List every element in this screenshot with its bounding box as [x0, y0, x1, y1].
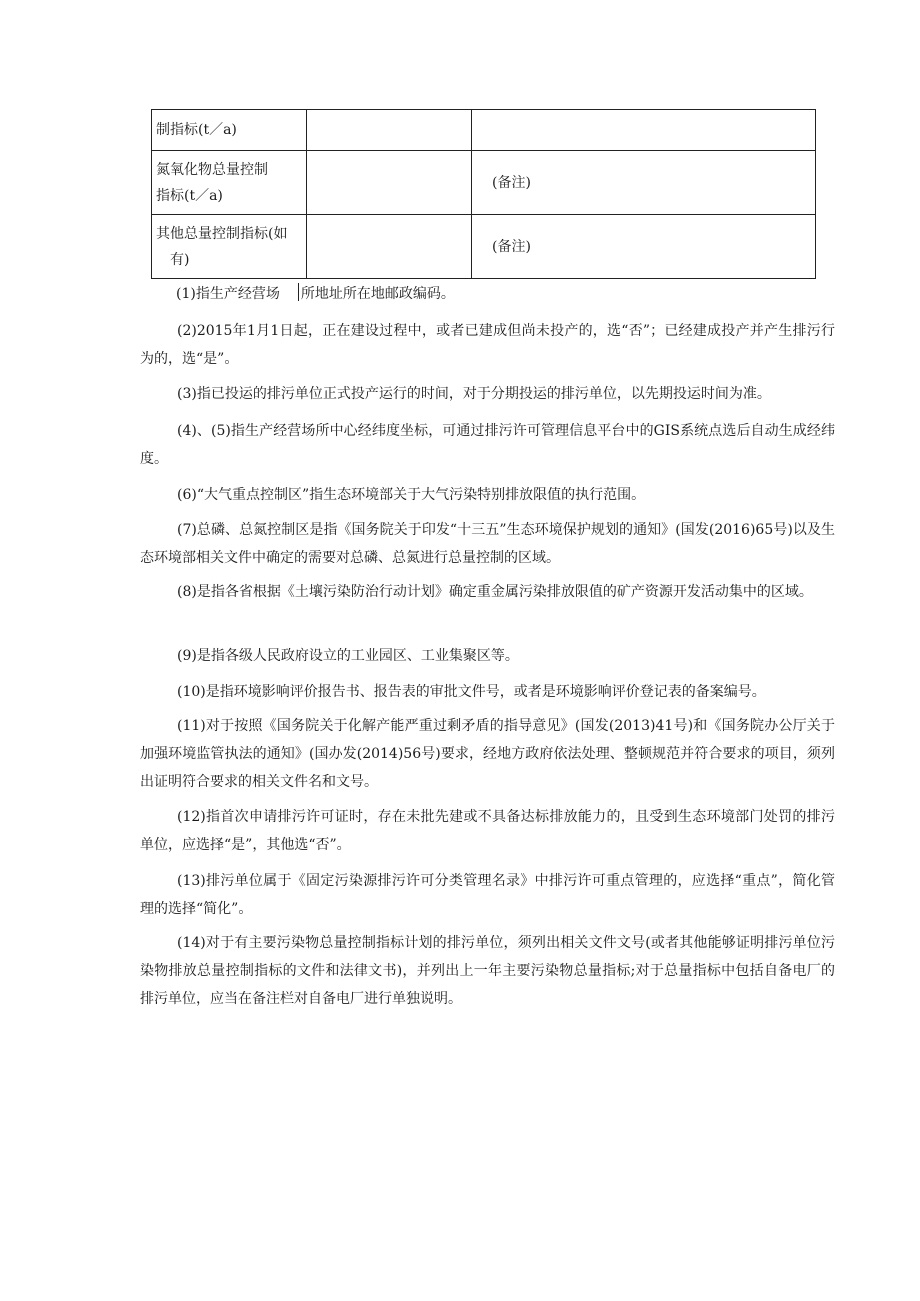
note-7-text: (7)总磷、总氮控制区是指《国务院关于印发“十三五”生态环境保护规划的通知》(国发(2016)65号)以及生态环境部相关文件中确定的需要对总磷、总氮进行总量控制的区域。: [140, 522, 835, 566]
note-4: [140, 417, 835, 473]
note-14: [140, 929, 835, 1013]
note-12: [140, 803, 835, 859]
note-11: [140, 712, 835, 796]
note-1: [176, 283, 455, 304]
table-row: [152, 110, 816, 151]
note-8-text: (8)是指各省根据《土壤污染防治行动计划》确定重金属污染排放限值的矿产资源开发活动集中的区域。: [177, 584, 813, 600]
note-10: [140, 678, 835, 706]
note-1-part1: (1)指生产经营场: [176, 286, 280, 302]
remark-cell[interactable]: [472, 110, 816, 151]
note-9-text: (9)是指各级人民政府设立的工业园区、工业集聚区等。: [177, 648, 519, 664]
value-cell[interactable]: [307, 110, 472, 151]
note-6-text: (6)“大气重点控制区”指生态环境部关于大气污染特别排放限值的执行范围。: [177, 487, 646, 503]
total-control-table: [151, 109, 816, 279]
note-13-text: (13)排污单位属于《固定污染源排污许可分类管理名录》中排污许可重点管理的，应选择“重点”，简化管理的选择“简化”。: [140, 873, 835, 917]
note-7: [140, 516, 835, 572]
note-6: [140, 481, 835, 509]
remark-text: (备注): [492, 174, 531, 191]
note-1-part2: 所地址所在地邮政编码。: [300, 286, 455, 302]
row-label: [152, 151, 307, 215]
value-cell[interactable]: [307, 151, 472, 215]
row-label-line2: 指标(t／a): [156, 187, 223, 204]
note-4-text: (4)、(5)指生产经营场所中心经纬度坐标，可通过排污许可管理信息平台中的GIS系统点选后自动生成经纬度。: [140, 423, 835, 467]
note-12-text: (12)指首次申请排污许可证时，存在未批先建或不具备达标排放能力的，且受到生态环境部门处罚的排污单位，应选择“是”，其他选“否”。: [140, 809, 835, 853]
row-label: [152, 215, 307, 279]
note-8: [140, 578, 835, 606]
note-10-text: (10)是指环境影响评价报告书、报告表的审批文件号，或者是环境影响评价登记表的备案编号。: [177, 684, 766, 700]
note-2: [140, 317, 835, 373]
remark-cell[interactable]: [472, 215, 816, 279]
row-label: 制指标(t／a): [152, 110, 307, 151]
row-label-line2: 有): [170, 251, 190, 268]
note-3: [140, 380, 835, 408]
note-3-text: (3)指已投运的排污单位正式投产运行的时间，对于分期投运的排污单位，以先期投运时间为准。: [177, 386, 771, 402]
note-14-text: (14)对于有主要污染物总量控制指标计划的排污单位，须列出相关文件文号(或者其他能够证明排污单位污染物排放总量控制指标的文件和法律文书)，并列出上一年主要污染物总量指标;对于总量指标中包括自备电厂的排污单位，应当在备注栏对自备电厂进行单独说明。: [140, 935, 835, 1007]
value-cell[interactable]: [307, 215, 472, 279]
note-2-text: (2)2015年1月1日起，正在建设过程中，或者已建成但尚未投产的，选“否”；已经建成投产并产生排污行为的，选“是”。: [140, 323, 835, 367]
row-label-line1: 氮氧化物总量控制: [156, 161, 268, 178]
table-row: [152, 215, 816, 279]
row-label-line1: 其他总量控制指标(如: [156, 225, 288, 242]
note-9: [140, 642, 835, 670]
remark-cell[interactable]: [472, 151, 816, 215]
note-11-text: (11)对于按照《国务院关于化解产能严重过剩矛盾的指导意见》(国发(2013)41号)和《国务院办公厅关于加强环境监管执法的通知》(国办发(2014)56号)要求，经地方政府依法处理、整顿规范并符合要求的项目，须列出证明符合要求的相关文件名和文号。: [140, 718, 835, 790]
note-13: [140, 867, 835, 923]
table-row: [152, 151, 816, 215]
remark-text: (备注): [492, 238, 531, 255]
column-divider: [298, 283, 299, 301]
